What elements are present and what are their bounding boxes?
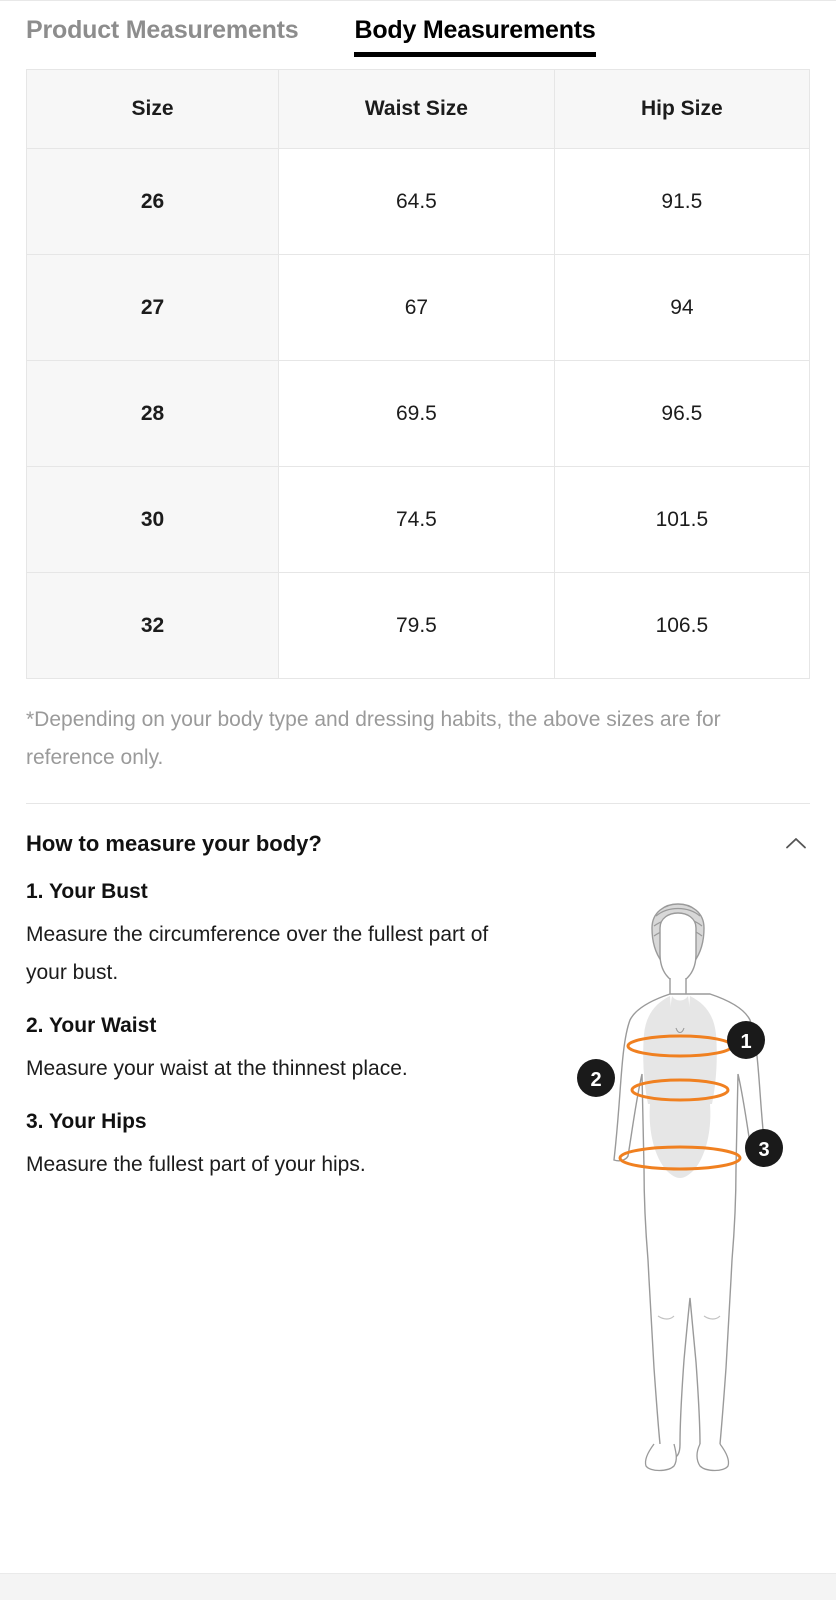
how-to-measure-title: How to measure your body? — [26, 831, 322, 856]
table-row — [27, 361, 810, 467]
table-row — [27, 149, 810, 255]
cell-waist: 69.5 — [279, 361, 555, 467]
cell-waist: 74.5 — [279, 467, 555, 573]
svg-text:2: 2 — [590, 1069, 602, 1091]
svg-text:1: 1 — [740, 1031, 752, 1053]
size-table-container — [0, 59, 836, 679]
cell-size: 26 — [27, 149, 279, 255]
step-3-text: Measure the fullest part of your hips. — [26, 1153, 366, 1176]
marker-3 — [745, 1129, 783, 1167]
marker-2 — [577, 1059, 615, 1097]
cell-size: 28 — [27, 361, 279, 467]
size-disclaimer: *Depending on your body type and dressing habits, the above sizes are for reference only. — [26, 708, 721, 769]
tab-body-measurements[interactable] — [354, 15, 595, 59]
how-to-measure-content — [0, 858, 836, 1498]
chevron-up-icon[interactable] — [782, 830, 810, 858]
table-row — [27, 573, 810, 679]
body-measurement-diagram — [548, 868, 808, 1488]
cell-hip: 101.5 — [554, 467, 809, 573]
cell-hip: 106.5 — [554, 573, 809, 679]
step-1-title: 1. Your Bust — [26, 880, 148, 903]
step-1-text: Measure the circumference over the fullest part of your bust. — [26, 923, 489, 984]
cell-size: 32 — [27, 573, 279, 679]
step-2-title: 2. Your Waist — [26, 1014, 157, 1037]
cell-hip: 91.5 — [554, 149, 809, 255]
size-table — [26, 69, 810, 679]
measure-steps — [26, 880, 496, 1184]
measurement-tabs — [0, 1, 836, 59]
step-2-text: Measure your waist at the thinnest place. — [26, 1057, 408, 1080]
tab-body-measurements-label: Body Measurements — [354, 16, 596, 44]
bottom-bar — [0, 1573, 836, 1600]
cell-hip: 94 — [554, 255, 809, 361]
tab-product-measurements-label: Product Measurements — [26, 16, 299, 44]
column-header-size: Size — [27, 70, 279, 149]
marker-1 — [727, 1021, 765, 1059]
step-3-title: 3. Your Hips — [26, 1110, 147, 1133]
how-to-measure-accordion-header[interactable] — [0, 804, 836, 858]
cell-waist: 67 — [279, 255, 555, 361]
column-header-hip-size: Hip Size — [554, 70, 809, 149]
table-row — [27, 255, 810, 361]
cell-waist: 64.5 — [279, 149, 555, 255]
table-header-row — [27, 70, 810, 149]
tab-product-measurements[interactable] — [26, 15, 298, 59]
column-header-waist-size: Waist Size — [279, 70, 555, 149]
cell-size: 30 — [27, 467, 279, 573]
svg-text:3: 3 — [758, 1139, 770, 1161]
cell-hip: 96.5 — [554, 361, 809, 467]
cell-size: 27 — [27, 255, 279, 361]
cell-waist: 79.5 — [279, 573, 555, 679]
table-row — [27, 467, 810, 573]
